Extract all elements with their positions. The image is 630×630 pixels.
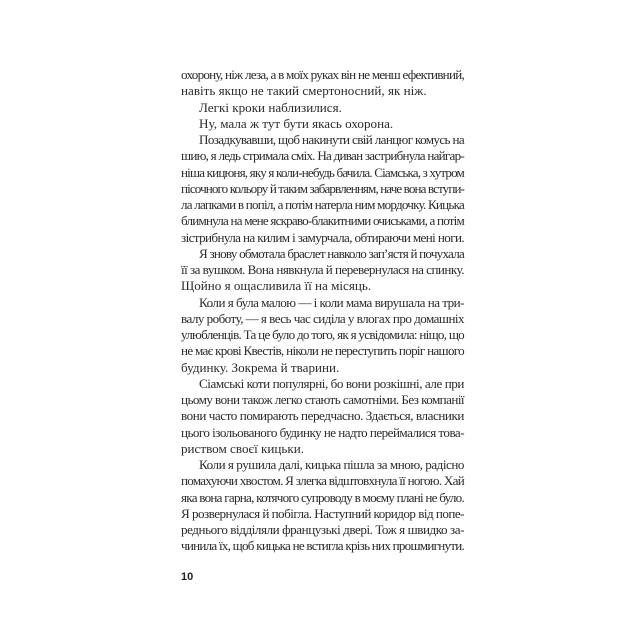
paragraph-first-line: Позадкувавши, щоб накинути свій ланцюг комусь на <box>199 132 465 147</box>
text-line: навіть якщо не такий смертоносний, як ніж. <box>181 83 427 99</box>
text-line: ніша кицюня, яку я коли-небудь бачила. Сіамська, з хутром <box>181 164 464 180</box>
paragraph-first-line: Ну, мала ж тут бути якась охорона. <box>199 115 394 131</box>
text-line: не має крові Квестів, ніколи не переступить поріг нашого <box>181 343 464 359</box>
text-line: блимнула на мене яскраво-блакитними очиськами, а потім <box>181 213 464 229</box>
text-line: реднього відділяли французькі двері. Тож я швидко за- <box>181 522 465 537</box>
text-line: чинила їх, щоб кицька не встигла крізь них прошмигнути. <box>181 538 464 554</box>
paragraph-first-line: Сіамські коти популярні, бо вони розкішні, але при <box>199 375 464 391</box>
paragraph-first-line: Легкі кроки наблизилися. <box>199 99 342 115</box>
text-line: охорону, ніж леза, а в моїх руках він не менш ефективний, <box>181 67 464 82</box>
body-text <box>181 67 464 555</box>
text-line: її за вушком. Вона нявкнула й перевернулася на спинку. <box>181 262 464 277</box>
text-line: улюбленців. Та це було до того, як я усвідомила: ніщо, що <box>181 327 465 342</box>
paragraph-first-line: Я знову обмотала браслет навколо зап’ястя й почухала <box>199 245 464 261</box>
paragraph-first-line: Коли я була малою — і коли мама вирушала на три- <box>199 294 464 310</box>
text-line: пісочного кольору й таким забарвленням, наче вона вступи- <box>181 180 465 196</box>
text-line: цього ізольованого будинку не надто переймалися това- <box>181 424 465 440</box>
text-line: помахуючи хвостом. Я злегка відштовхнула її ногою. Хай <box>181 473 465 489</box>
text-line: вони часто помирають передчасно. Здається, власники <box>181 408 464 424</box>
text-line: будинку. Зокрема й тварини. <box>181 359 340 375</box>
paragraph-first-line: Коли я рушила далі, кицька пішла за мною, радісно <box>199 457 465 472</box>
text-line: цьому вони також легко стають самотніми. Без компанії <box>181 392 465 407</box>
text-line: риством своєї кицьки. <box>181 440 305 456</box>
text-line: зістрибнула на килим і замурчала, обтираючи мені ноги. <box>181 229 465 245</box>
text-line: Я розвернулася й побігла. Наступний коридор від попе- <box>181 505 464 521</box>
text-line: ла лапками в попіл, а потім натерла ним мордочку. Кицька <box>181 197 465 212</box>
text-line: Щойно я ощасливила її на місяць. <box>181 278 372 294</box>
page-number: 10 <box>181 571 194 583</box>
text-line: валу роботу, — я весь час сиділа у влогах про домашніх <box>181 310 464 326</box>
text-line: яка вона гарна, котячого супроводу в моєму плані не було. <box>181 489 464 505</box>
text-line: шию, я ледь стримала сміх. На диван застрибнула найгар- <box>181 148 464 164</box>
